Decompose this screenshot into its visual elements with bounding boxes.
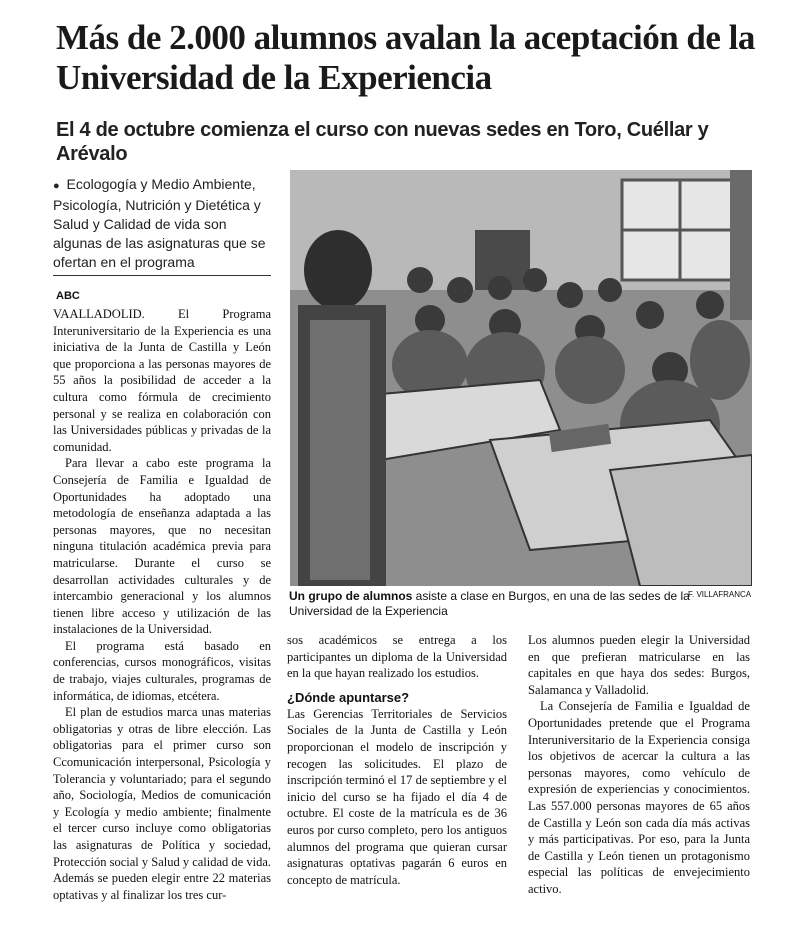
- article-column-1: [53, 306, 271, 903]
- headline: Más de 2.000 alumnos avalan la aceptación de la Universidad de la Experiencia: [56, 18, 755, 97]
- section-subhead: ¿Dónde apuntarse?: [287, 689, 410, 705]
- paragraph: El programa está basado en conferencias, cursos monográficos, visitas de trabajo, viajes culturales, programas de informática, de idiomas, etcétera.: [53, 638, 271, 703]
- paragraph: sos académicos se entrega a los participantes un diploma de la Universidad en la que hayan realizado los estudios.: [287, 633, 507, 681]
- paragraph: Los alumnos pueden elegir la Universidad en que prefieran matricularse en las capitales en que haya dos sedes: Burgos, Salamanca y Valladolid.: [528, 633, 750, 697]
- paragraph: La Consejería de Familia e Igualdad de Oportunidades pretende que el Programa Interuniversitario de la Experiencia consiga los objetivos de acercar la cultura a las personas mayores, como vehículo de expresión de experiencias y conocimientos. Las 557.000 personas mayores de 65 años de Castilla y León son cada día más activas y más participativas. Por eso, para la Junta de Castilla y León tienen un protagonismo especial las políticas de envejecimiento activo.: [528, 699, 750, 896]
- lead-divider: [53, 275, 271, 276]
- article-column-3: [528, 632, 750, 898]
- caption-lead: Un grupo de alumnos: [289, 589, 413, 603]
- photo-caption: [289, 589, 752, 619]
- lead-summary: [53, 175, 271, 272]
- paragraph: El plan de estudios marca unas materias obligatorias y otras de libre elección. Las obligatorias para el primer curso son Ccomunicación interpersonal, Psicología y Tolerancia y voluntariado; para el segundo año, Sociología, Medios de comunicación y Ecología y medio ambiente; finalmente el tercer curso incluye como obligatorias las asignaturas de Política y sociedad, Protección social y Salud y calidad de vida. Además se pueden elegir entre 22 materias optativas y al finalizar los tres cur-: [53, 705, 271, 902]
- photo-credit: F. VILLAFRANCA: [688, 590, 752, 599]
- article-column-2: [287, 632, 507, 888]
- classroom-photo-image: [290, 170, 752, 586]
- paragraph: VAALLADOLID. El Programa Interuniversitario de la Experiencia es una iniciativa de la Junta de Castilla y León que proporciona a las personas mayores de 55 años la posibilidad de acceder a la cultura como fórmula de crecimiento personal y se realiza en colaboración con las Universidades públicas y privadas de la comunidad.: [53, 307, 271, 454]
- bullet-icon: ●: [53, 180, 60, 192]
- classroom-photo: [290, 170, 752, 586]
- paragraph: Las Gerencias Territoriales de Servicios Sociales de la Junta de Castilla y León proporcionan el modelo de inscripción y recogen las solicitudes. El plazo de inscripción terminó el 17 de septiembre y el inicio del curso se ha fijado el día 4 de octubre. El coste de la matrícula es de 36 euros por curso completo, pero los antiguos alumnos del programa que quieran cursar asignaturas optativas pagarán 6 euros en concepto de matrícula.: [287, 706, 507, 887]
- byline: ABC: [56, 290, 80, 302]
- caption-text: asiste a clase en Burgos, en una de las sedes de la Universidad de la Experiencia: [289, 589, 690, 618]
- subheadline: El 4 de octubre comienza el curso con nuevas sedes en Toro, Cuéllar y Arévalo: [56, 119, 709, 165]
- paragraph: Para llevar a cabo este programa la Consejería de Familia e Igualdad de Oportunidades ha adoptado una metodología de enseñanza adaptada a las personas mayores, que no necesitan ninguna titulación académica previa para matricularse. Durante el curso se desarrollan actividades culturales y de intercambio generacional y los alumnos tienen libre acceso y utilización de las instalaciones de la Universidad.: [53, 456, 271, 637]
- lead-text: Ecologogía y Medio Ambiente, Psicología, Nutrición y Dietética y Salud y Calidad de vida son algunas de las asignaturas que se ofertan en el programa: [53, 176, 266, 270]
